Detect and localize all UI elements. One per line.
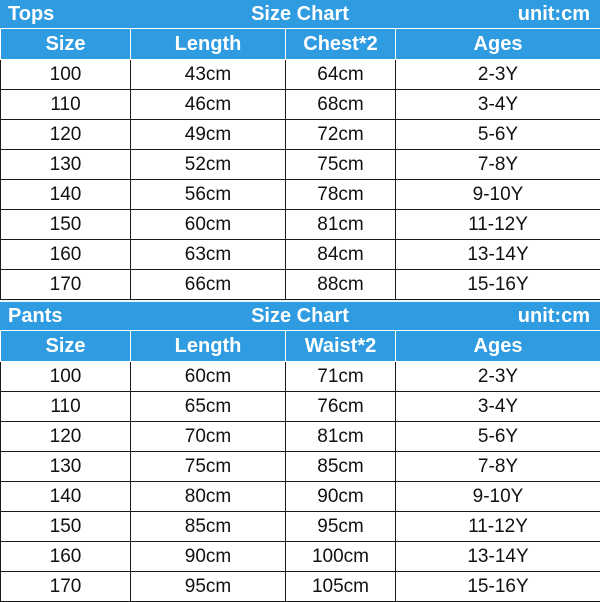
measure-cell: 81cm <box>286 422 396 452</box>
table-row <box>1 512 600 542</box>
ages-cell: 9-10Y <box>396 180 600 210</box>
table-row <box>1 60 600 90</box>
measure-cell: 85cm <box>286 452 396 482</box>
table-row <box>1 452 600 482</box>
pants-category-label: Pants <box>8 302 62 330</box>
length-cell: 75cm <box>131 452 286 482</box>
table-row <box>1 392 600 422</box>
size-cell: 170 <box>1 572 131 602</box>
ages-cell: 11-12Y <box>396 210 600 240</box>
size-cell: 110 <box>1 90 131 120</box>
length-cell: 52cm <box>131 150 286 180</box>
table-row <box>1 120 600 150</box>
tops-unit-label: unit:cm <box>518 0 590 28</box>
ages-cell: 11-12Y <box>396 512 600 542</box>
ages-cell: 15-16Y <box>396 270 600 300</box>
length-cell: 80cm <box>131 482 286 512</box>
size-cell: 140 <box>1 180 131 210</box>
measure-cell: 95cm <box>286 512 396 542</box>
ages-cell: 3-4Y <box>396 90 600 120</box>
ages-cell: 2-3Y <box>396 60 600 90</box>
table-row <box>1 362 600 392</box>
measure-cell: 90cm <box>286 482 396 512</box>
size-cell: 110 <box>1 392 131 422</box>
column-header-waist: Waist*2 <box>286 331 396 362</box>
table-row <box>1 422 600 452</box>
tops-title-bar <box>0 0 600 28</box>
pants-unit-label: unit:cm <box>518 302 590 330</box>
ages-cell: 5-6Y <box>396 120 600 150</box>
tops-size-table <box>0 28 600 300</box>
size-cell: 140 <box>1 482 131 512</box>
table-row <box>1 210 600 240</box>
length-cell: 60cm <box>131 362 286 392</box>
ages-cell: 7-8Y <box>396 452 600 482</box>
size-cell: 100 <box>1 60 131 90</box>
column-header-chest: Chest*2 <box>286 29 396 60</box>
size-cell: 170 <box>1 270 131 300</box>
length-cell: 85cm <box>131 512 286 542</box>
ages-cell: 15-16Y <box>396 572 600 602</box>
size-cell: 100 <box>1 362 131 392</box>
size-cell: 130 <box>1 452 131 482</box>
table-row <box>1 572 600 602</box>
measure-cell: 78cm <box>286 180 396 210</box>
size-cell: 130 <box>1 150 131 180</box>
length-cell: 56cm <box>131 180 286 210</box>
measure-cell: 75cm <box>286 150 396 180</box>
measure-cell: 71cm <box>286 362 396 392</box>
length-cell: 70cm <box>131 422 286 452</box>
length-cell: 60cm <box>131 210 286 240</box>
size-cell: 160 <box>1 240 131 270</box>
ages-cell: 5-6Y <box>396 422 600 452</box>
table-row <box>1 542 600 572</box>
column-header-ages: Ages <box>396 331 600 362</box>
size-cell: 150 <box>1 512 131 542</box>
measure-cell: 76cm <box>286 392 396 422</box>
tops-table-body <box>1 60 600 300</box>
tops-chart-title: Size Chart <box>0 0 600 28</box>
length-cell: 90cm <box>131 542 286 572</box>
size-cell: 160 <box>1 542 131 572</box>
measure-cell: 105cm <box>286 572 396 602</box>
ages-cell: 9-10Y <box>396 482 600 512</box>
table-row <box>1 90 600 120</box>
column-header-length: Length <box>131 29 286 60</box>
table-row <box>1 180 600 210</box>
measure-cell: 64cm <box>286 60 396 90</box>
length-cell: 63cm <box>131 240 286 270</box>
length-cell: 46cm <box>131 90 286 120</box>
length-cell: 95cm <box>131 572 286 602</box>
tops-category-label: Tops <box>8 0 54 28</box>
length-cell: 66cm <box>131 270 286 300</box>
tops-header-row <box>1 29 600 60</box>
ages-cell: 2-3Y <box>396 362 600 392</box>
pants-size-table <box>0 330 600 602</box>
table-row <box>1 240 600 270</box>
table-row <box>1 150 600 180</box>
ages-cell: 13-14Y <box>396 542 600 572</box>
size-cell: 120 <box>1 120 131 150</box>
measure-cell: 81cm <box>286 210 396 240</box>
column-header-size: Size <box>1 331 131 362</box>
ages-cell: 13-14Y <box>396 240 600 270</box>
column-header-size: Size <box>1 29 131 60</box>
table-row <box>1 482 600 512</box>
length-cell: 43cm <box>131 60 286 90</box>
pants-chart-title: Size Chart <box>0 302 600 330</box>
measure-cell: 72cm <box>286 120 396 150</box>
pants-header-row <box>1 331 600 362</box>
pants-table-body <box>1 362 600 602</box>
length-cell: 65cm <box>131 392 286 422</box>
size-cell: 150 <box>1 210 131 240</box>
column-header-length: Length <box>131 331 286 362</box>
measure-cell: 100cm <box>286 542 396 572</box>
size-cell: 120 <box>1 422 131 452</box>
ages-cell: 7-8Y <box>396 150 600 180</box>
column-header-ages: Ages <box>396 29 600 60</box>
length-cell: 49cm <box>131 120 286 150</box>
table-row <box>1 270 600 300</box>
measure-cell: 88cm <box>286 270 396 300</box>
measure-cell: 84cm <box>286 240 396 270</box>
pants-title-bar <box>0 302 600 330</box>
measure-cell: 68cm <box>286 90 396 120</box>
ages-cell: 3-4Y <box>396 392 600 422</box>
